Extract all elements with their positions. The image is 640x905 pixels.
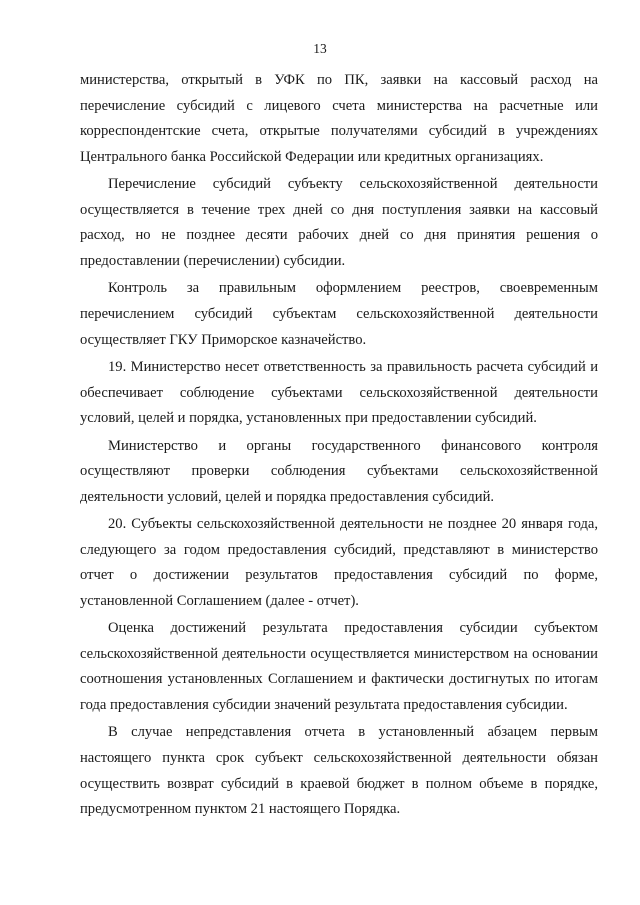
paragraph-continuation: министерства, открытый в УФК по ПК, заявки на кассовый расход на перечисление субсидий с лицевого счета министерства на расчетные или корреспондентские счета, открытые получателями субсидий в учреждениях Центрального банка Российской Федерации или кредитных организациях. xyxy=(80,72,598,165)
document-body xyxy=(80,68,598,825)
paragraph-item-20: 20. Субъекты сельскохозяйственной деятельности не позднее 20 января года, следующего за годом предоставления субсидий, представляют в министерство отчет о достижении результатов предоставления субсидий по форме, установленной Соглашением (далее - отчет). xyxy=(80,516,598,609)
paragraph-financial-control: Министерство и органы государственного финансового контроля осуществляют проверки соблюдения субъектами сельскохозяйственной деятельности условий, целей и порядка предоставления субсидий. xyxy=(80,437,598,505)
paragraph-refund-obligation: В случае непредставления отчета в установленный абзацем первым настоящего пункта срок субъект сельскохозяйственной деятельности обязан осуществить возврат субсидий в краевой бюджет в полном объеме в порядке, предусмотренном пунктом 21 настоящего Порядка. xyxy=(80,724,598,818)
paragraph-result-assessment: Оценка достижений результата предоставления субсидии субъектом сельскохозяйственной деятельности осуществляется министерством на основании соотношения установленных Соглашением и фактически достигнутых по итогам года предоставления субсидии значений результата предоставления субсидии. xyxy=(80,620,598,714)
page-number: 13 xyxy=(313,41,327,56)
paragraph-item-19: 19. Министерство несет ответственность за правильность расчета субсидий и обеспечивает соблюдение субъектами сельскохозяйственной деятельности условий, целей и порядка, установленных при предоставлении субсидий. xyxy=(80,358,598,427)
paragraph-transfer-terms: Перечисление субсидий субъекту сельскохозяйственной деятельности осуществляется в течение трех дней со дня поступления заявки на кассовый расход, но не позднее десяти рабочих дней со дня принятия решения о предоставлении (перечислении) субсидии. xyxy=(80,176,598,269)
paragraph-registry-control: Контроль за правильным оформлением реестров, своевременным перечислением субсидий субъектам сельскохозяйственной деятельности осуществляет ГКУ Приморское казначейство. xyxy=(80,280,598,348)
